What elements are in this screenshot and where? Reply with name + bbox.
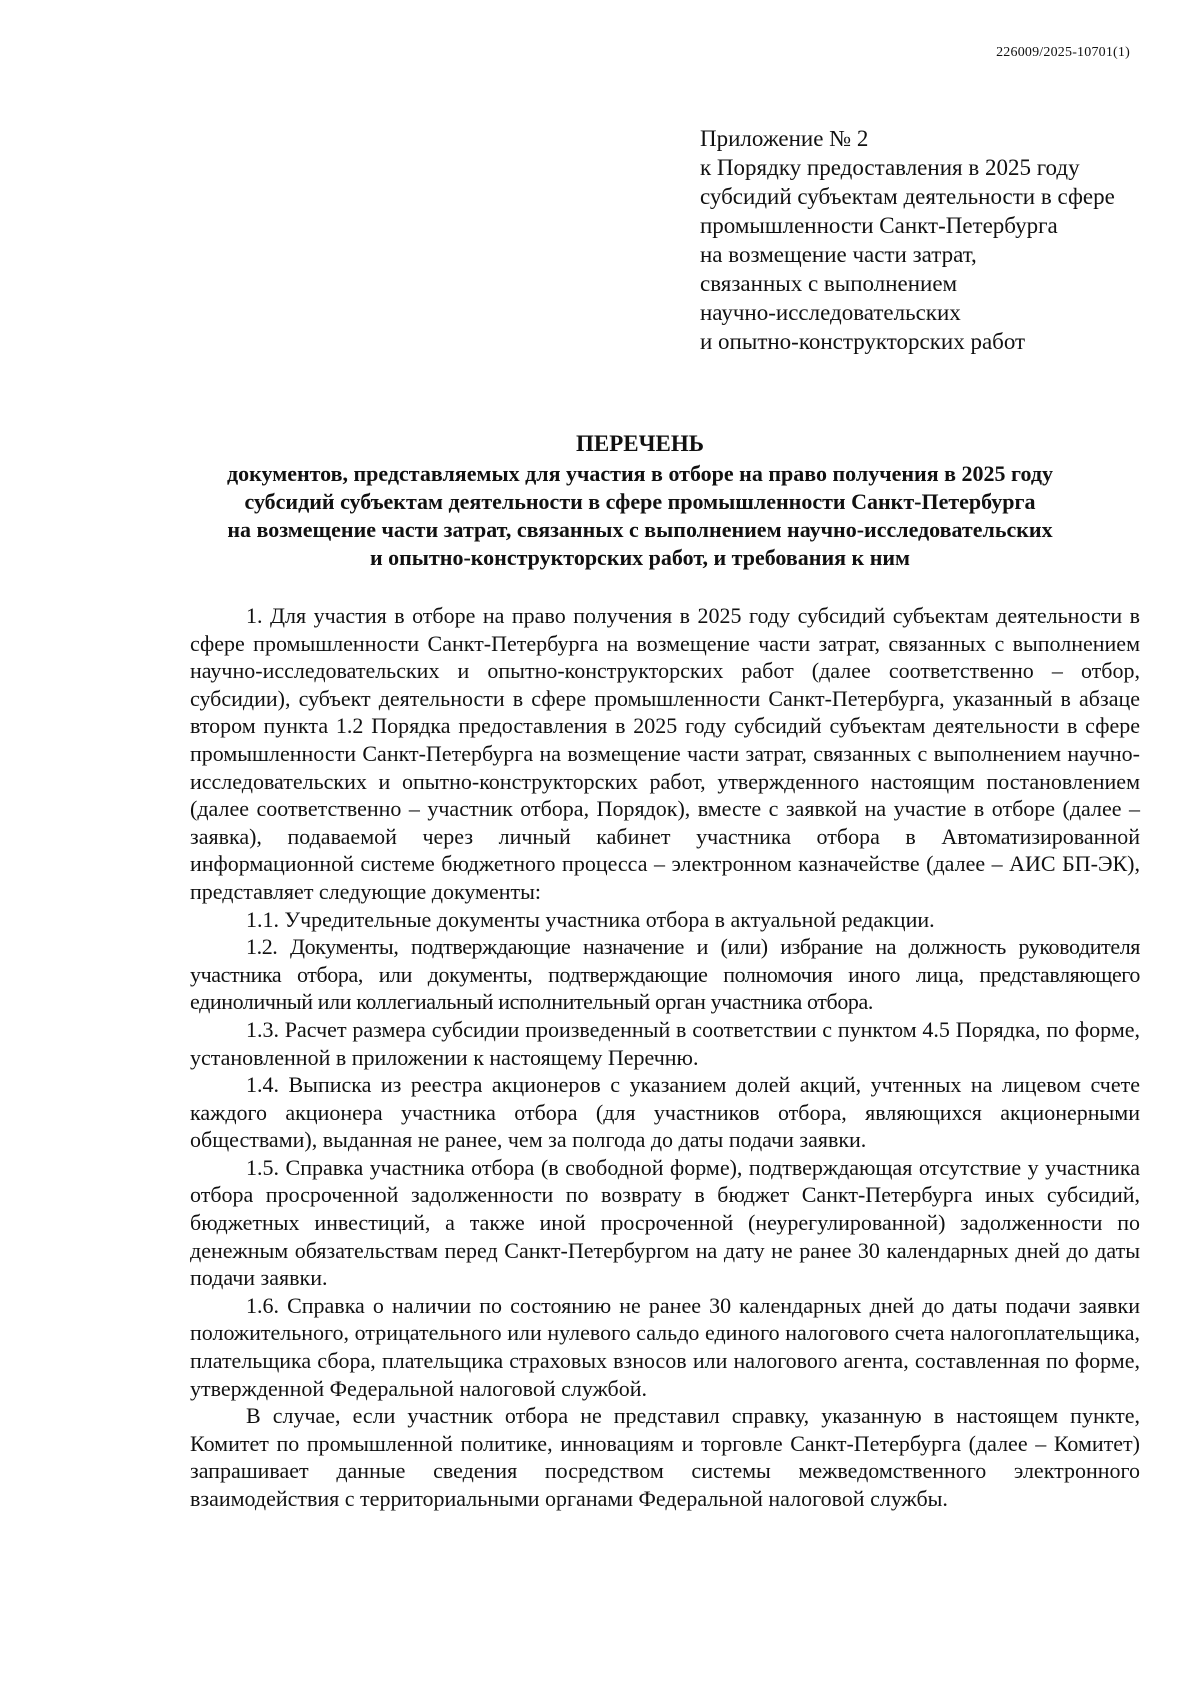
appendix-line: промышленности Санкт-Петербурга [700,213,1058,238]
paragraph-1-5: 1.5. Справка участника отбора (в свободной форме), подтверждающая отсутствие у участника отбора просроченной задолженности по возврату в бюджет Санкт-Петербурга иных субсидий, бюджетных инвестиций, а также иной просроченной (неурегулированной) задолженности по денежным обязательствам перед Санкт-Петербургом на дату не ранее 30 календарных дней до даты подачи заявки. [190,1154,1140,1291]
appendix-line: Приложение № 2 [700,126,869,151]
appendix-line: и опытно-конструкторских работ [700,329,1026,354]
appendix-line: на возмещение части затрат, [700,242,977,267]
paragraph-1-3: 1.3. Расчет размера субсидии произведенный в соответствии с пунктом 4.5 Порядка, по форме, установленной в приложении к настоящему Перечню. [190,1016,1140,1070]
appendix-line: связанных с выполнением [700,271,958,296]
paragraph-1-6: 1.6. Справка о наличии по состоянию не ранее 30 календарных дней до даты подачи заявки положительного, отрицательного или нулевого сальдо единого налогового счета налогоплательщика, плательщика сбора, плательщика страховых взносов или налогового агента, составленная по форме, утвержденной Федеральной налоговой службой. [190,1292,1140,1401]
title-heading: ПЕРЕЧЕНЬ [576,431,704,456]
title-subtitle-line: и опытно-конструкторских работ, и требования к ним [369,545,911,570]
title-subtitle-line: на возмещение части затрат, связанных с выполнением научно-исследовательских [227,517,1053,542]
appendix-line: научно-исследовательских [700,300,961,325]
paragraph-note: В случае, если участник отбора не представил справку, указанную в настоящем пункте, Комитет по промышленной политике, инновациям и торговле Санкт-Петербурга (далее – Комитет) запрашивает данные сведения посредством системы межведомственного электронного взаимодействия с территориальными органами Федеральной налоговой службы. [190,1403,1140,1511]
appendix-reference [700,124,1160,356]
title-subtitle-line: документов, представляемых для участия в отборе на право получения в 2025 году [227,461,1053,486]
document-body [190,602,1140,1513]
paragraph-1-2: 1.2. Документы, подтверждающие назначение и (или) избрание на должность руководителя участника отбора, или документы, подтверждающие полномочия иного лица, представляющего единоличный или коллегиальный исполнительный орган участника отбора. [190,934,1140,1015]
paragraph-1: 1. Для участия в отборе на право получения в 2025 году субсидий субъектам деятельности в сфере промышленности Санкт-Петербурга на возмещение части затрат, связанных с выполнением научно-исследовательских и опытно-конструкторских работ (далее соответственно – отбор, субсидии), субъект деятельности в сфере промышленности Санкт-Петербурга, указанный в абзаце втором пункта 1.2 Порядка предоставления в 2025 году субсидий субъектам деятельности в сфере промышленности Санкт-Петербурга на возмещение части затрат, связанных с выполнением научно-исследовательских и опытно-конструкторских работ, утвержденного настоящим постановлением (далее соответственно – участник отбора, Порядок), вместе с заявкой на участие в отборе (далее – заявка), подаваемой через личный кабинет участника отбора в Автоматизированной информационной системе бюджетного процесса – электронном казначействе (далее – АИС БП-ЭК), представляет следующие документы: [190,603,1140,904]
document-title [150,430,1130,572]
title-subtitle-line: субсидий субъектам деятельности в сфере промышленности Санкт-Петербурга [244,489,1036,514]
paragraph-1-1: 1.1. Учредительные документы участника отбора в актуальной редакции. [246,906,935,932]
paragraph-1-4: 1.4. Выписка из реестра акционеров с указанием долей акций, учтенных на лицевом счете каждого акционера участника отбора (для участников отбора, являющихся акционерными обществами), выданная не ранее, чем за полгода до даты подачи заявки. [190,1072,1140,1153]
appendix-line: к Порядку предоставления в 2025 году [700,155,1080,180]
document-number: 226009/2025-10701(1) [996,45,1130,60]
appendix-line: субсидий субъектам деятельности в сфере [700,184,1115,209]
